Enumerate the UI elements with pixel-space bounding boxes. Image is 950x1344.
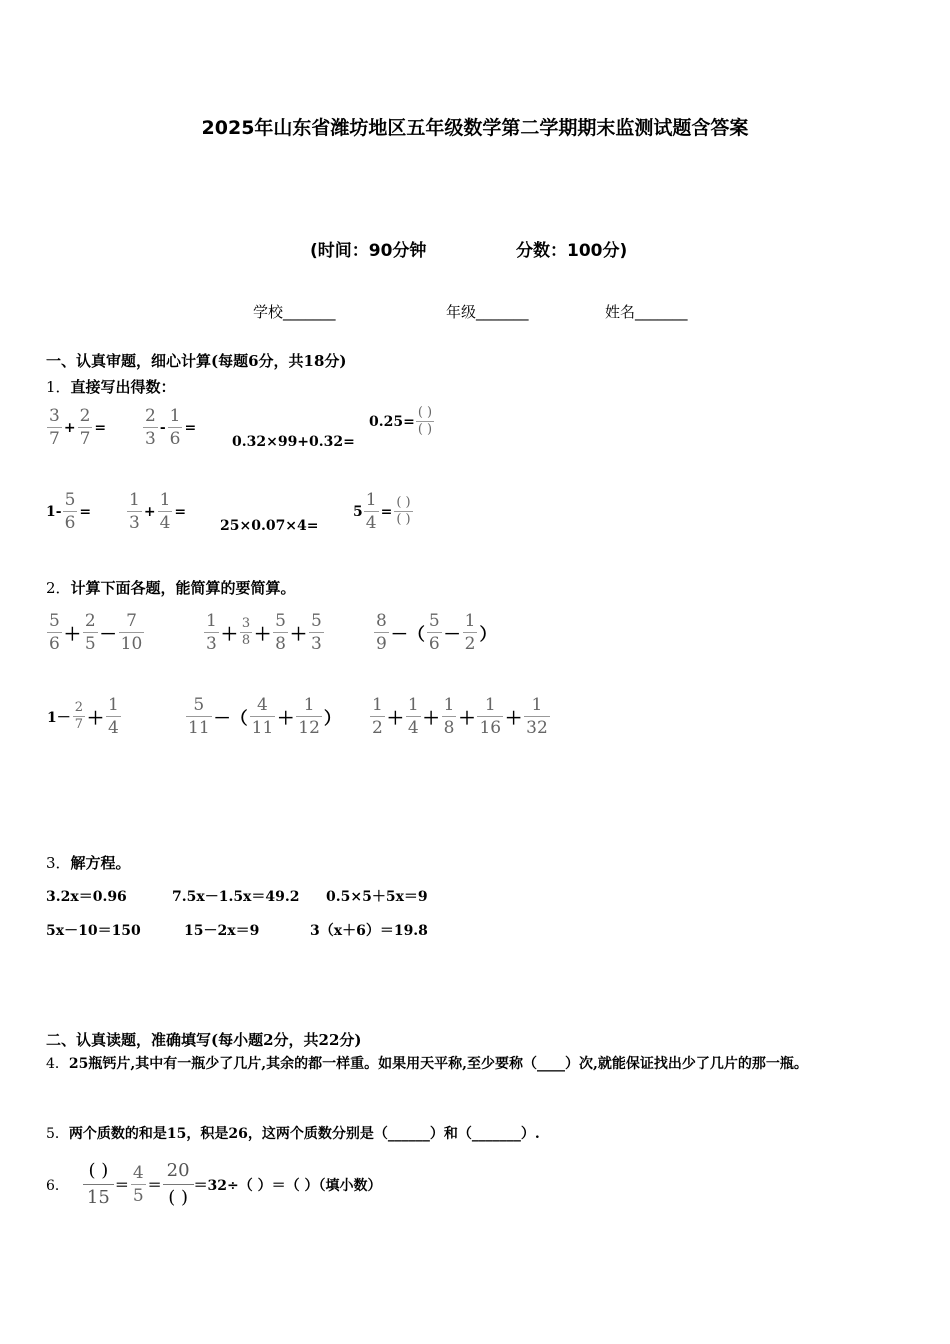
name-field: 姓名_______ (605, 303, 688, 321)
fraction: $\frac{3}{7}$ (49, 406, 60, 449)
fraction: $\frac{1}{4}$ (159, 490, 171, 533)
q1-r2-c: 25×0.07×4= (220, 518, 319, 534)
section2-heading: 二、认真读题，准确填写(每小题2分，共22分) (46, 1031, 362, 1049)
grade-field: 年级_______ (446, 303, 529, 321)
equation: 7.5x－1.5x＝49.2 (172, 889, 300, 905)
q2-r1-b: $\frac{1}{3}$ ＋ $\frac{3}{8}$ ＋ $\frac{5}{8}$ ＋ $\frac{5}{3}$ (206, 611, 322, 654)
blank-fraction: $\frac{( )}{( )}$ (417, 405, 433, 437)
time-label: (时间：90分钟 (310, 241, 427, 261)
q2-r2-b: $\frac{5}{11}$ －（ $\frac{4}{11}$ ＋ $\frac{1}{12}$ ） (188, 695, 341, 738)
question-2 (46, 577, 296, 598)
score-label: 分数：100分) (516, 241, 628, 261)
question-label: 计算下面各题，能简算的要简算。 (70, 579, 296, 597)
question-6: 6． ( ) 15 ＝ $\frac{4}{5}$ ＝ 20 ( ) ＝32÷（ ）＝（ ）（填小数） (46, 1158, 382, 1211)
fraction: $\frac{2}{3}$ (145, 406, 156, 449)
fraction: $\frac{1}{3}$ (129, 490, 140, 533)
q1-r1-b: $\frac{2}{3}$ - $\frac{1}{6}$ = (145, 406, 197, 449)
q1-r1-a: $\frac{3}{7}$ + $\frac{2}{7}$ = (49, 406, 107, 449)
question-number: 5． (46, 1126, 69, 1142)
section1-heading: 一、认真审题，细心计算(每题6分，共18分) (46, 352, 347, 370)
fraction: $\frac{1}{6}$ (169, 406, 181, 449)
question-number: 6． (46, 1177, 69, 1194)
question-tail: ＝32÷（ ）＝（ ）（填小数） (193, 1177, 382, 1194)
fraction: $\frac{5}{6}$ (64, 490, 76, 533)
fraction: $\frac{2}{7}$ (79, 406, 91, 449)
equation: 15－2x＝9 (184, 923, 260, 939)
question-number: 4． (46, 1056, 69, 1072)
blank-fraction: 20 ( ) (163, 1158, 194, 1211)
blank-fraction: $\frac{( )}{( )}$ (396, 495, 411, 527)
equation: 5x－10＝150 (46, 923, 141, 939)
fraction: $\frac{1}{4}$ (365, 490, 377, 533)
blank-fraction: ( ) 15 (83, 1158, 114, 1211)
question-3 (46, 852, 131, 873)
school-field: 学校_______ (253, 303, 336, 321)
q1-r1-d: 0.25= $\frac{( )}{( )}$ (369, 405, 433, 437)
question-number: 3． (46, 854, 71, 872)
q1-r1-c: 0.32×99+0.32= (232, 434, 355, 450)
question-label: 直接写出得数： (70, 378, 176, 396)
question-1 (46, 376, 176, 397)
q2-r2-c: $\frac{1}{2}$ ＋ $\frac{1}{4}$ ＋ $\frac{1}{8}$ ＋ $\frac{1}{16}$ ＋ $\frac{1}{32}$ (372, 695, 548, 738)
q2-r2-a: 1－ $\frac{2}{7}$ ＋ $\frac{1}{4}$ (47, 695, 119, 738)
question-number: 1． (46, 378, 71, 396)
page-title: 2025年山东省潍坊地区五年级数学第二学期期末监测试题含答案 (201, 117, 749, 139)
q1-r2-b: $\frac{1}{3}$ + $\frac{1}{4}$ = (129, 490, 187, 533)
equation: 3.2x＝0.96 (46, 889, 127, 905)
equation: 3（x＋6）＝19.8 (310, 923, 428, 939)
q1-r2-a: 1- $\frac{5}{6}$ = (46, 490, 92, 533)
question-number: 2． (46, 579, 71, 597)
question-text: 两个质数的和是15，积是26，这两个质数分别是（______）和（_______）. (68, 1126, 540, 1142)
equation: 0.5×5＋5x＝9 (326, 889, 428, 905)
question-text: 25瓶钙片,其中有一瓶少了几片,其余的都一样重。如果用天平称,至少要称（____）次,就能保证找出少了几片的那一瓶。 (68, 1056, 808, 1072)
question-5 (46, 1116, 916, 1152)
question-label: 解方程。 (70, 854, 131, 872)
question-4 (46, 1046, 916, 1082)
q2-r1-a: $\frac{5}{6}$ ＋ $\frac{2}{5}$ － $\frac{7}{10}$ (49, 611, 143, 654)
q1-r2-d: 5 $\frac{1}{4}$ = $\frac{( )}{( )}$ (353, 490, 411, 533)
q2-r1-c: $\frac{8}{9}$ －（ $\frac{5}{6}$ － $\frac{1}{2}$ ） (376, 611, 497, 654)
